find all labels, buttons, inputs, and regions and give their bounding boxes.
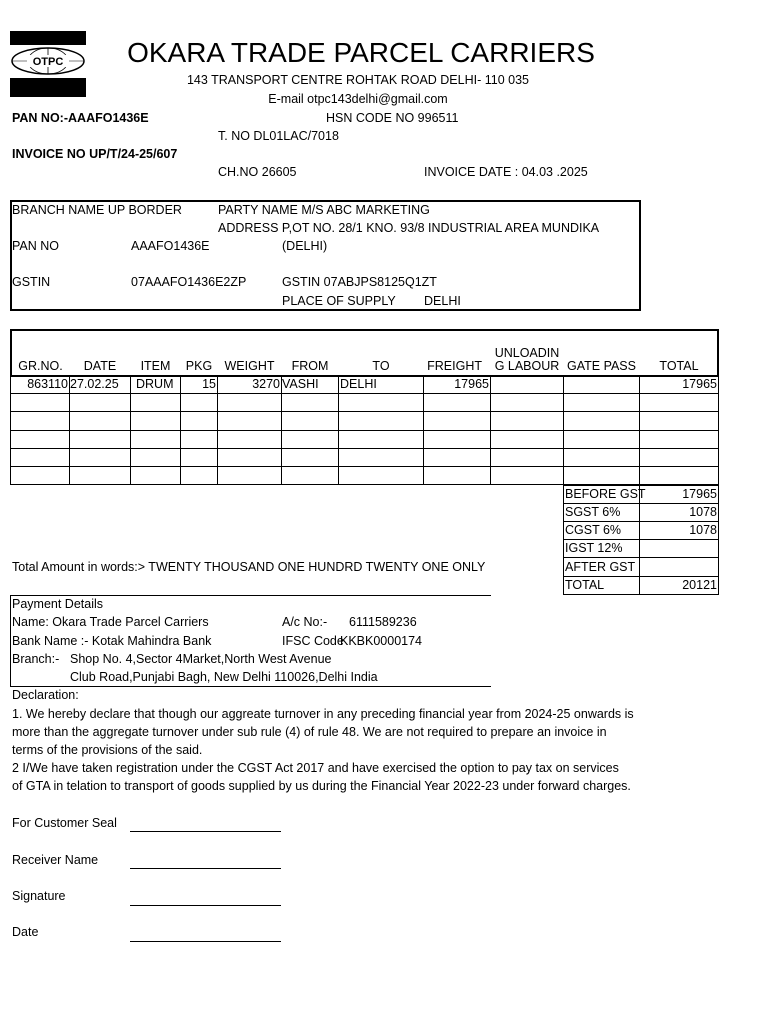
sgst-label: SGST 6% bbox=[565, 505, 621, 519]
after-gst-label: AFTER GST bbox=[565, 560, 636, 574]
col-header-grno: GR.NO. bbox=[18, 359, 63, 373]
branch-address-line1: Shop No. 4,Sector 4Market,North West Avenue bbox=[70, 652, 332, 666]
ifsc-label: IFSC Code bbox=[282, 634, 344, 648]
t-number: T. NO DL01LAC/7018 bbox=[218, 129, 339, 143]
cell-total: 17965 bbox=[682, 377, 717, 391]
party-address-line1: ADDRESS P,OT NO. 28/1 KNO. 93/8 INDUSTRIAL AREA MUNDIKA bbox=[218, 221, 600, 235]
total-value: 20121 bbox=[682, 578, 717, 592]
col-header-date: DATE bbox=[83, 359, 117, 373]
party-gstin: GSTIN 07ABJPS8125Q1ZT bbox=[282, 275, 437, 289]
gstin-label: GSTIN bbox=[12, 275, 51, 289]
col-header-to: TO bbox=[372, 359, 390, 373]
pan-number: PAN NO:-AAAFO1436E bbox=[12, 111, 149, 125]
col-header-item: ITEM bbox=[140, 359, 171, 373]
place-of-supply-value: DELHI bbox=[424, 294, 461, 308]
cgst-value: 1078 bbox=[689, 523, 717, 537]
declaration-line: of GTA in telation to transport of goods supplied by us during the Financial Year 2022-23 under forward charges. bbox=[12, 779, 631, 793]
ifsc-code: KKBK0000174 bbox=[340, 634, 423, 648]
customer-seal-label: For Customer Seal bbox=[12, 816, 117, 830]
date-line bbox=[130, 941, 281, 942]
branch-label: Branch:- bbox=[12, 652, 60, 666]
company-address: 143 TRANSPORT CENTRE ROHTAK ROAD DELHI- 110 035 bbox=[186, 73, 529, 87]
account-number: 6111589236 bbox=[349, 615, 417, 629]
col-header-total: TOTAL bbox=[659, 359, 699, 373]
company-name: OKARA TRADE PARCEL CARRIERS bbox=[127, 37, 595, 68]
cell-to: DELHI bbox=[340, 377, 377, 391]
col-header-gate-pass: GATE PASS bbox=[566, 359, 636, 373]
invoice-number: INVOICE NO UP/T/24-25/607 bbox=[12, 147, 178, 161]
col-header-unloading-1: UNLOADIN bbox=[494, 346, 560, 360]
branch-address-line2: Club Road,Punjabi Bagh, New Delhi 110026,Delhi India bbox=[70, 670, 378, 684]
declaration-line: 2 I/We have taken registration under the CGST Act 2017 and have exercised the option to pay tax on services bbox=[12, 761, 619, 775]
signature-label: Signature bbox=[12, 889, 66, 903]
pan-value: AAAFO1436E bbox=[131, 239, 210, 253]
col-header-weight: WEIGHT bbox=[224, 359, 275, 373]
declaration-line: more than the aggregate turnover under sub rule (4) of rule 48. We are not required to prepare an invoice in bbox=[12, 725, 607, 739]
col-header-pkg: PKG bbox=[185, 359, 213, 373]
cell-weight: 3270 bbox=[252, 377, 280, 391]
receiver-name-line bbox=[130, 868, 281, 869]
receiver-name-label: Receiver Name bbox=[12, 853, 99, 867]
total-label: TOTAL bbox=[565, 578, 605, 592]
amount-in-words: Total Amount in words:> TWENTY THOUSAND ONE HUNDRD TWENTY ONE ONLY bbox=[12, 560, 486, 574]
declaration-line: 1. We hereby declare that though our aggreate turnover in any preceding financial year from 2024-25 onwards is bbox=[12, 707, 634, 721]
cell-date: 27.02.25 bbox=[70, 377, 119, 391]
cell-item: DRUM bbox=[136, 377, 174, 391]
declaration-line: terms of the provisions of the said. bbox=[12, 743, 203, 757]
svg-text:OTPC: OTPC bbox=[32, 56, 64, 68]
payment-title: Payment Details bbox=[12, 597, 104, 611]
date-label: Date bbox=[12, 925, 39, 939]
party-address-line2: (DELHI) bbox=[282, 239, 328, 253]
before-gst-value: 17965 bbox=[682, 487, 717, 501]
igst-label: IGST 12% bbox=[565, 541, 623, 555]
signature-line bbox=[130, 905, 281, 906]
cgst-label: CGST 6% bbox=[565, 523, 622, 537]
invoice-date: INVOICE DATE : 04.03 .2025 bbox=[424, 165, 588, 179]
before-gst-label: BEFORE GST bbox=[565, 487, 646, 501]
company-email: E-mail otpc143delhi@gmail.com bbox=[268, 92, 448, 106]
customer-seal-line bbox=[130, 831, 281, 832]
party-name: PARTY NAME M/S ABC MARKETING bbox=[218, 203, 430, 217]
cell-from: VASHI bbox=[282, 377, 319, 391]
declaration-title: Declaration: bbox=[12, 688, 79, 702]
col-header-unloading-2: G LABOUR bbox=[494, 359, 560, 373]
branch-name: BRANCH NAME UP BORDER bbox=[12, 203, 182, 217]
bank-name: Bank Name :- Kotak Mahindra Bank bbox=[12, 634, 212, 648]
account-label: A/c No:- bbox=[282, 615, 328, 629]
payment-name: Name: Okara Trade Parcel Carriers bbox=[12, 615, 209, 629]
cell-pkg: 15 bbox=[202, 377, 216, 391]
hsn-code: HSN CODE NO 996511 bbox=[326, 111, 459, 125]
cell-grno: 863110 bbox=[27, 377, 68, 391]
pan-label: PAN NO bbox=[12, 239, 59, 253]
challan-number: CH.NO 26605 bbox=[218, 165, 297, 179]
place-of-supply-label: PLACE OF SUPPLY bbox=[282, 294, 396, 308]
gstin-value: 07AAAFO1436E2ZP bbox=[131, 275, 247, 289]
col-header-from: FROM bbox=[291, 359, 329, 373]
cell-freight: 17965 bbox=[454, 377, 489, 391]
col-header-freight: FREIGHT bbox=[427, 359, 482, 373]
sgst-value: 1078 bbox=[689, 505, 717, 519]
